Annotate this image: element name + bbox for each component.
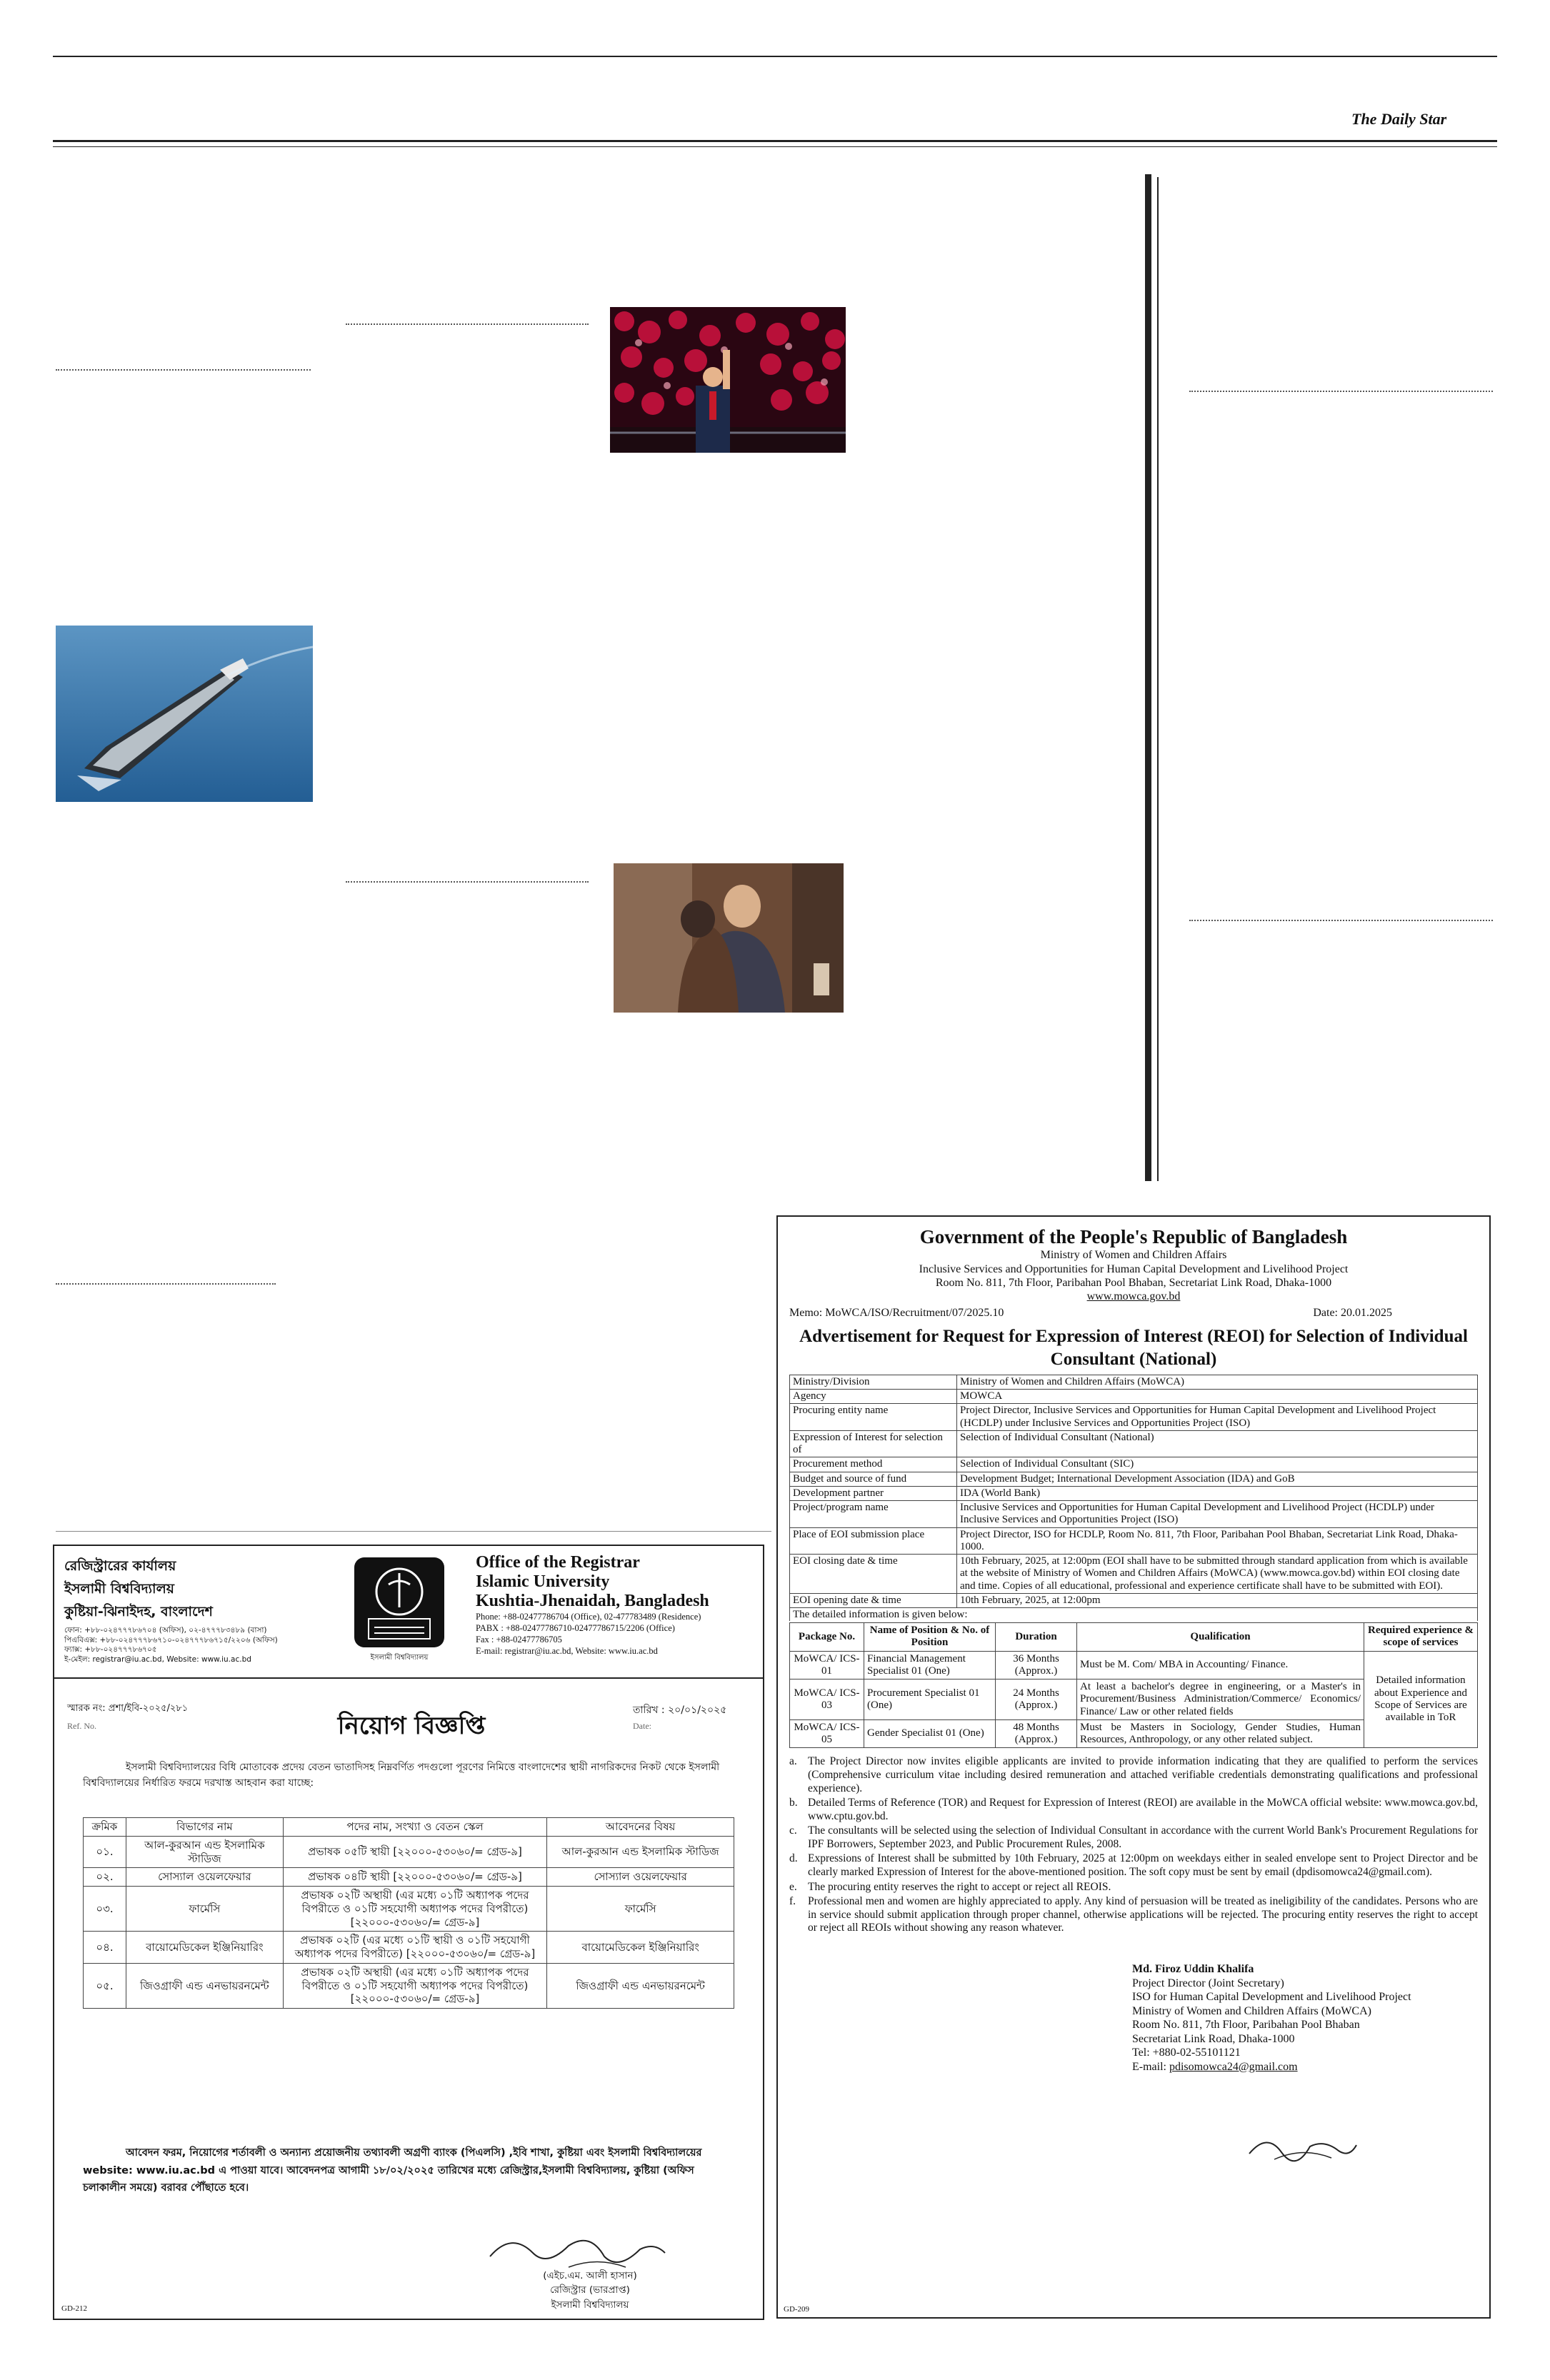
reoi-position-row — [790, 1651, 1478, 1679]
reoi-signatory-line: Secretariat Link Road, Dhaka-1000 — [1132, 2032, 1295, 2045]
reoi-info-table — [789, 1375, 1478, 1608]
iu-crest-icon — [353, 1556, 446, 1649]
iu-posts-table-wrap — [83, 1817, 734, 2009]
reoi-duration: 36 Months (Approx.) — [996, 1651, 1077, 1679]
reoi-info-label: EOI closing date & time — [790, 1555, 957, 1594]
reoi-info-value: 10th February, 2025, at 12:00pm (EOI shall have to be submitted through standard application from which is available at the website of Ministry of Women and Children Affairs (MoWCA) (www.mowca.gov.bd) within EOI closing date and time. Copies of all educational, professional and experience certificate shall have to be submitted with EOI). — [957, 1555, 1478, 1594]
iu-serial: ০২. — [84, 1868, 126, 1887]
reoi-address: Room No. 811, 7th Floor, Paribahan Pool Bhaban, Secretariat Link Road, Dhaka-1000 — [935, 1276, 1332, 1289]
reoi-note-key: b. — [789, 1797, 798, 1809]
reoi-info-row — [790, 1472, 1478, 1486]
reoi-info-value: 10th February, 2025, at 12:00pm — [957, 1593, 1478, 1607]
iu-table-row — [84, 1887, 734, 1932]
reoi-info-label: Procuring entity name — [790, 1404, 957, 1431]
reoi-info-row — [790, 1555, 1478, 1594]
reoi-note-key: c. — [789, 1824, 797, 1837]
iu-post: প্রভাষক ০২টি অস্থায়ী (এর মধ্যে ০১টি অধ্যাপক পদের বিপরীতে ও ০১টি সহযোগী অধ্যাপক পদের বিপরীতে) [২২০০০-৫৩০৬০/= গ্রেড-৯] — [283, 1963, 547, 2008]
reoi-pos-header: Required experience & scope of services — [1364, 1623, 1478, 1652]
reoi-pkg: MoWCA/ ICS- 03 — [790, 1679, 864, 1720]
reoi-pkg: MoWCA/ ICS- 05 — [790, 1719, 864, 1748]
iu-table-row — [84, 1932, 734, 1964]
reoi-info-row — [790, 1486, 1478, 1500]
reoi-email-label: E-mail: — [1132, 2060, 1169, 2073]
iu-sig-title: রেজিস্ট্রার (ভারপ্রাপ্ত) — [550, 2284, 630, 2296]
iu-en-addr: Kushtia-Jhenaidah, Bangladesh — [476, 1592, 709, 1610]
iu-bn-contact-line: ই-মেইল: registrar@iu.ac.bd, Website: www.iu.ac.bd — [64, 1655, 251, 1664]
reoi-note — [789, 1881, 1478, 1894]
iu-department: জিওগ্রাফী এন্ড এনভায়রনমেন্ট — [126, 1963, 283, 2008]
iu-en-office: Office of the Registrar — [476, 1553, 640, 1572]
reoi-ministry: Ministry of Women and Children Affairs — [1040, 1249, 1227, 1262]
reoi-note-key: e. — [789, 1880, 797, 1893]
iu-department: আল-কুরআন এন্ড ইসলামিক স্টাডিজ — [126, 1836, 283, 1868]
reoi-signatory-line: Tel: +880-02-55101121 — [1132, 2047, 1241, 2059]
iu-bn-contact-line: ফোন: +৮৮-০২৪৭৭৭৮৬৭০৪ (অফিস), ০২-৪৭৭৭৮৩৪৮৯ (বাসা) — [64, 1626, 267, 1635]
reoi-signatory-name: Md. Firoz Uddin Khalifa — [1132, 1963, 1254, 1976]
top-rule — [53, 56, 1497, 57]
reoi-info-label: Place of EOI submission place — [790, 1527, 957, 1555]
reoi-info-value: MOWCA — [957, 1390, 1478, 1404]
iu-table-row — [84, 1963, 734, 2008]
reoi-info-row — [790, 1501, 1478, 1528]
reoi-date: Date: 20.01.2025 — [1313, 1307, 1392, 1320]
reoi-note — [789, 1755, 1478, 1795]
reoi-memo: Memo: MoWCA/ISO/Recruitment/07/2025.10 — [789, 1307, 1004, 1320]
iu-serial: ০৩. — [84, 1887, 126, 1932]
reoi-note-key: f. — [789, 1895, 796, 1908]
iu-sig-name: (এইচ.এম. আলী হাসান) — [543, 2270, 637, 2281]
iu-serial: ০৫. — [84, 1963, 126, 2008]
iu-recruitment-advertisement — [53, 1545, 764, 2320]
reoi-info-row — [790, 1430, 1478, 1457]
reoi-signatory-line: Ministry of Women and Children Affairs (MoWCA) — [1132, 2004, 1371, 2017]
reoi-info-label: Budget and source of fund — [790, 1472, 957, 1486]
reoi-info-row — [790, 1390, 1478, 1404]
reoi-info-row — [790, 1457, 1478, 1472]
reoi-info-row — [790, 1404, 1478, 1431]
iu-bn-contact-line: ফ্যাক্স: +৮৮-০২৪৭৭৭৮৬৭০৫ — [64, 1645, 157, 1655]
reoi-note-text: The consultants will be selected using the selection of Individual Consultant in accordance with the current World Bank's Procurement Regulations for IPF Borrowers, September 2023, and Public Procurement Rules, 2008. — [808, 1824, 1478, 1850]
dotted-separator — [1189, 391, 1493, 392]
column-divider-thin — [1157, 177, 1159, 1181]
reoi-duration: 24 Months (Approx.) — [996, 1679, 1077, 1720]
reoi-note — [789, 1852, 1478, 1879]
reoi-info-label: EOI opening date & time — [790, 1593, 957, 1607]
iu-bn-header — [64, 1556, 343, 1665]
reoi-info-value: Selection of Individual Consultant (National) — [957, 1430, 1478, 1457]
iu-table-header: ক্রমিক — [84, 1818, 126, 1837]
iu-table-row — [84, 1868, 734, 1887]
iu-table-header: পদের নাম, সংখ্যা ও বেতন স্কেল — [283, 1818, 547, 1837]
iu-date-en: Date: — [633, 1721, 651, 1731]
iu-table-header: আবেদনের বিষয় — [547, 1818, 734, 1837]
reoi-pos-header: Duration — [996, 1623, 1077, 1652]
dotted-separator — [1189, 920, 1493, 921]
header-rule-2 — [53, 146, 1497, 147]
iu-post: প্রভাষক ০৫টি স্থায়ী [২২০০০-৫৩০৬০/= গ্রেড-৯] — [283, 1836, 547, 1868]
iu-en-contact-line: Fax : +88-02477786705 — [476, 1635, 562, 1645]
reoi-note-text: Detailed Terms of Reference (TOR) and Request for Expression of Interest (REOI) are available in the MoWCA official website: www.mowca.gov.bd, www.cptu.gov.bd. — [808, 1797, 1478, 1822]
reoi-note-text: Professional men and women are highly appreciated to apply. Any kind of persuasion will be treated as ineligibility of the candidates. Persons who are in service should submit application through proper channel, otherwise applications will be rejected. The procuring entity reserves the right to accept or reject all REOIs without showing any reason whatever. — [808, 1895, 1478, 1934]
reoi-website-link[interactable]: www.mowca.gov.bd — [1086, 1290, 1181, 1302]
iu-ref-en: Ref. No. — [67, 1721, 96, 1731]
reoi-note-text: The Project Director now invites eligible applicants are invited to provide information indicating that they are qualified to perform the services (Comprehensive curriculum vitae including desired remuneration and attached verifiable credentials demonstrating qualifications and professional experience). — [808, 1755, 1478, 1794]
iu-footer-text: আবেদন ফরম, নিয়োগের শর্তাবলী ও অন্যান্য প্রয়োজনীয় তথ্যাবলী অগ্রণী ব্যাংক (পিএলসি) ,ইবি শাখা, কুষ্টিয়া এবং ইসলামী বিশ্ববিদ্যালয়ের website: www.iu.ac.bd এ পাওয়া যাবে। আবেদনপত্র আগামী ১৮/০২/২০২৫ তারিখের মধ্যে রেজিস্ট্রার,ইসলামী বিশ্ববিদ্যালয়, কুষ্টিয়া (অফিস চলাকালীন সময়ে) বরাবর পৌঁছাতে হবে। — [83, 2147, 702, 2194]
reoi-positions-table — [789, 1622, 1478, 1748]
dotted-separator — [346, 323, 589, 325]
reoi-info-row — [790, 1527, 1478, 1555]
reoi-duration: 48 Months (Approx.) — [996, 1719, 1077, 1748]
iu-subject: জিওগ্রাফী এন্ড এনভায়রনমেন্ট — [547, 1963, 734, 2008]
iu-sig-univ: ইসলামী বিশ্ববিদ্যালয় — [551, 2299, 629, 2311]
reoi-info-value: Project Director, Inclusive Services and Opportunities for Human Capital Development and Livelihood Project (HCDLP) under Inclusive Services and Opportunities Project (ISO) — [957, 1404, 1478, 1431]
iu-date-bn: তারিখ : ২০/০১/২০২৫ — [633, 1704, 727, 1716]
reoi-info-label: Ministry/Division — [790, 1375, 957, 1389]
column-divider — [1145, 174, 1151, 1181]
reoi-info-row — [790, 1593, 1478, 1607]
dotted-separator — [56, 369, 311, 371]
iu-ref-bn: স্মারক নং: প্রশা/ইবি-২০২৫/২৮১ — [67, 1703, 189, 1714]
iu-intro: ইসলামী বিশ্ববিদ্যালয়ের বিধি মোতাবেক প্রদেয় বেতন ভাতাদিসহ নিম্নবর্ণিত পদগুলো পূরণের নিমিত্তে বাংলাদেশের স্থায়ী নাগরিকদের নিকট থেকে ইসলামী বিশ্ববিদ্যালয়ের নির্ধারিত ফরমে দরখাস্ত আহবান করা যাচ্ছে: — [83, 1762, 720, 1789]
reoi-signatory-line: ISO for Human Capital Development and Livelihood Project — [1132, 1991, 1411, 2004]
iu-signature-block — [497, 2269, 683, 2312]
dotted-separator — [56, 1283, 276, 1285]
reoi-pos-header: Package No. — [790, 1623, 864, 1652]
iu-table-header: বিভাগের নাম — [126, 1818, 283, 1837]
iu-notice-title: নিয়োগ বিজ্ঞপ্তি — [337, 1712, 486, 1740]
reoi-qualification: Must be Masters in Sociology, Gender Studies, Human Resources, Anthropology, or any other related subject. — [1077, 1719, 1364, 1748]
section-rule — [56, 1531, 771, 1532]
reoi-info-value: Development Budget; International Development Association (IDA) and GoB — [957, 1472, 1478, 1486]
reoi-info-label: Expression of Interest for selection of — [790, 1430, 957, 1457]
iu-code: GD-212 — [61, 2304, 88, 2313]
iu-en-contact-line: Phone: +88-02477786704 (Office), 02-477783489 (Residence) — [476, 1612, 701, 1622]
reoi-signatory-line: Room No. 811, 7th Floor, Paribahan Pool Bhaban — [1132, 2019, 1360, 2032]
reoi-info-value: Inclusive Services and Opportunities for Human Capital Development and Livelihood Project (HCDLP) under Inclusive Services and Opportunities Project (ISO) — [957, 1501, 1478, 1528]
reoi-info-value: Ministry of Women and Children Affairs (MoWCA) — [957, 1375, 1478, 1389]
reoi-pos-header: Name of Position & No. of Position — [864, 1623, 996, 1652]
reoi-info-value: Selection of Individual Consultant (SIC) — [957, 1457, 1478, 1472]
reoi-note — [789, 1824, 1478, 1851]
reoi-handwritten-signature — [1246, 2125, 1360, 2168]
header-rule-1 — [53, 140, 1497, 142]
tanker-ship-photo — [56, 626, 313, 802]
iu-table-row — [84, 1836, 734, 1868]
reoi-qualification: Must be M. Com/ MBA in Accounting/ Finance. — [1077, 1651, 1364, 1679]
iu-department: সোস্যাল ওয়েলফেয়ার — [126, 1868, 283, 1887]
iu-posts-table — [83, 1817, 734, 2009]
iu-logo-caption: ইসলামী বিশ্ববিদ্যালয় — [370, 1654, 429, 1662]
reoi-scope-note: Detailed information about Experience and Scope of Services are available in ToR — [1364, 1651, 1478, 1748]
reoi-email-line — [1132, 2060, 1478, 2074]
iu-subject: বায়োমেডিকেল ইঞ্জিনিয়ারিং — [547, 1932, 734, 1964]
iu-en-contact-line: PABX : +88-02477786710-02477786715/2206 (Office) — [476, 1623, 675, 1633]
reoi-note — [789, 1797, 1478, 1823]
iu-post: প্রভাষক ০২টি (এর মধ্যে ০১টি স্থায়ী ও ০১টি সহযোগী অধ্যাপক পদের বিপরীতে) [২২০০০-৫৩০৬০/= গ্রেড-৯] — [283, 1932, 547, 1964]
reoi-info-label: Development partner — [790, 1486, 957, 1500]
reoi-note-text: The procuring entity reserves the right to accept or reject all REOIS. — [808, 1880, 1111, 1893]
reoi-signatory-line: Project Director (Joint Secretary) — [1132, 1977, 1284, 1989]
iu-subject: আল-কুরআন এন্ড ইসলামিক স্টাডিজ — [547, 1836, 734, 1868]
iu-letterhead — [54, 1546, 763, 1679]
reoi-pos-name: Financial Management Specialist 01 (One) — [864, 1651, 996, 1679]
reoi-detail-line: The detailed information is given below: — [789, 1608, 1478, 1621]
reoi-memo-row — [789, 1306, 1478, 1320]
iu-subject: ফার্মেসি — [547, 1887, 734, 1932]
reoi-code: GD-209 — [784, 2304, 810, 2314]
reoi-pos-name: Procurement Specialist 01 (One) — [864, 1679, 996, 1720]
iu-en-contact-line: E-mail: registrar@iu.ac.bd, Website: www.iu.ac.bd — [476, 1646, 658, 1656]
iu-serial: ০৪. — [84, 1932, 126, 1964]
reoi-qualification: At least a bachelor's degree in engineering, or a Master's in Procurement/Business Administration/Commerce/ Economics/ Finance/ Law or other related fields — [1077, 1679, 1364, 1720]
embrace-photo — [614, 863, 844, 1013]
iu-logo — [350, 1556, 449, 1667]
reoi-note — [789, 1895, 1478, 1935]
reoi-project: Inclusive Services and Opportunities for Human Capital Development and Livelihood Project — [919, 1262, 1349, 1275]
reoi-note-text: Expressions of Interest shall be submitted by 10th February, 2025 at 12:00pm on weekdays either in sealed envelope sent to Project Director and be clearly marked Expression of Interest for the above-mentioned position. The soft copy must be sent by email (dpdisomowca24@gmail.com). — [808, 1852, 1478, 1879]
iu-subject: সোস্যাল ওয়েলফেয়ার — [547, 1868, 734, 1887]
reoi-signature-block — [1132, 1962, 1478, 2074]
reoi-info-label: Procurement method — [790, 1457, 957, 1472]
reoi-advertisement — [776, 1215, 1491, 2319]
reoi-pos-name: Gender Specialist 01 (One) — [864, 1719, 996, 1748]
reoi-email-link[interactable]: pdisomowca24@gmail.com — [1169, 2060, 1298, 2073]
iu-department: ফার্মেসি — [126, 1887, 283, 1932]
reoi-info-value: Project Director, ISO for HCDLP, Room No. 811, 7th Floor, Paribahan Pool Bhaban, Secretariat Link Road, Dhaka-1000. — [957, 1527, 1478, 1555]
reoi-note-key: a. — [789, 1755, 797, 1768]
iu-post: প্রভাষক ০৪টি স্থায়ী [২২০০০-৫৩০৬০/= গ্রেড-৯] — [283, 1868, 547, 1887]
iu-serial: ০১. — [84, 1836, 126, 1868]
reoi-notes-list — [789, 1755, 1478, 1935]
iu-en-header — [476, 1553, 761, 1657]
iu-department: বায়োমেডিকেল ইঞ্জিনিয়ারিং — [126, 1932, 283, 1964]
iu-bn-contact-line: পিএবিএক্স: +৮৮-০২৪৭৭৭৮৬৭১০-০২৪৭৭৭৮৬৭১৫/২২০৬ (অফিস) — [64, 1635, 278, 1645]
iu-post: প্রভাষক ০২টি অস্থায়ী (এর মধ্যে ০১টি অধ্যাপক পদের বিপরীতে ও ০১টি সহযোগী অধ্যাপক পদের বিপরীতে) [২২০০০-৫৩০৬০/= গ্রেড-৯] — [283, 1887, 547, 1932]
reoi-pkg: MoWCA/ ICS- 01 — [790, 1651, 864, 1679]
reoi-info-value: IDA (World Bank) — [957, 1486, 1478, 1500]
rally-photo — [610, 307, 846, 453]
masthead-logo: The Daily Star — [1351, 110, 1447, 128]
dotted-separator — [346, 881, 589, 883]
reoi-website[interactable] — [789, 1290, 1478, 1303]
reoi-title: Advertisement for Request for Expression of Interest (REOI) for Selection of Individual Consultant (National) — [799, 1327, 1468, 1369]
iu-bn-univ: ইসলামী বিশ্ববিদ্যালয় — [64, 1581, 174, 1597]
reoi-gov-heading: Government of the People's Republic of Bangladesh — [919, 1226, 1348, 1247]
iu-bn-addr: কুষ্টিয়া-ঝিনাইদহ, বাংলাদেশ — [64, 1604, 213, 1620]
iu-en-univ: Islamic University — [476, 1572, 610, 1591]
reoi-pos-header: Qualification — [1077, 1623, 1364, 1652]
reoi-info-label: Agency — [790, 1390, 957, 1404]
iu-bn-office: রেজিস্ট্রারের কার্যালয় — [64, 1558, 176, 1574]
reoi-note-key: d. — [789, 1852, 798, 1865]
reoi-info-label: Project/program name — [790, 1501, 957, 1528]
reoi-info-row — [790, 1375, 1478, 1389]
